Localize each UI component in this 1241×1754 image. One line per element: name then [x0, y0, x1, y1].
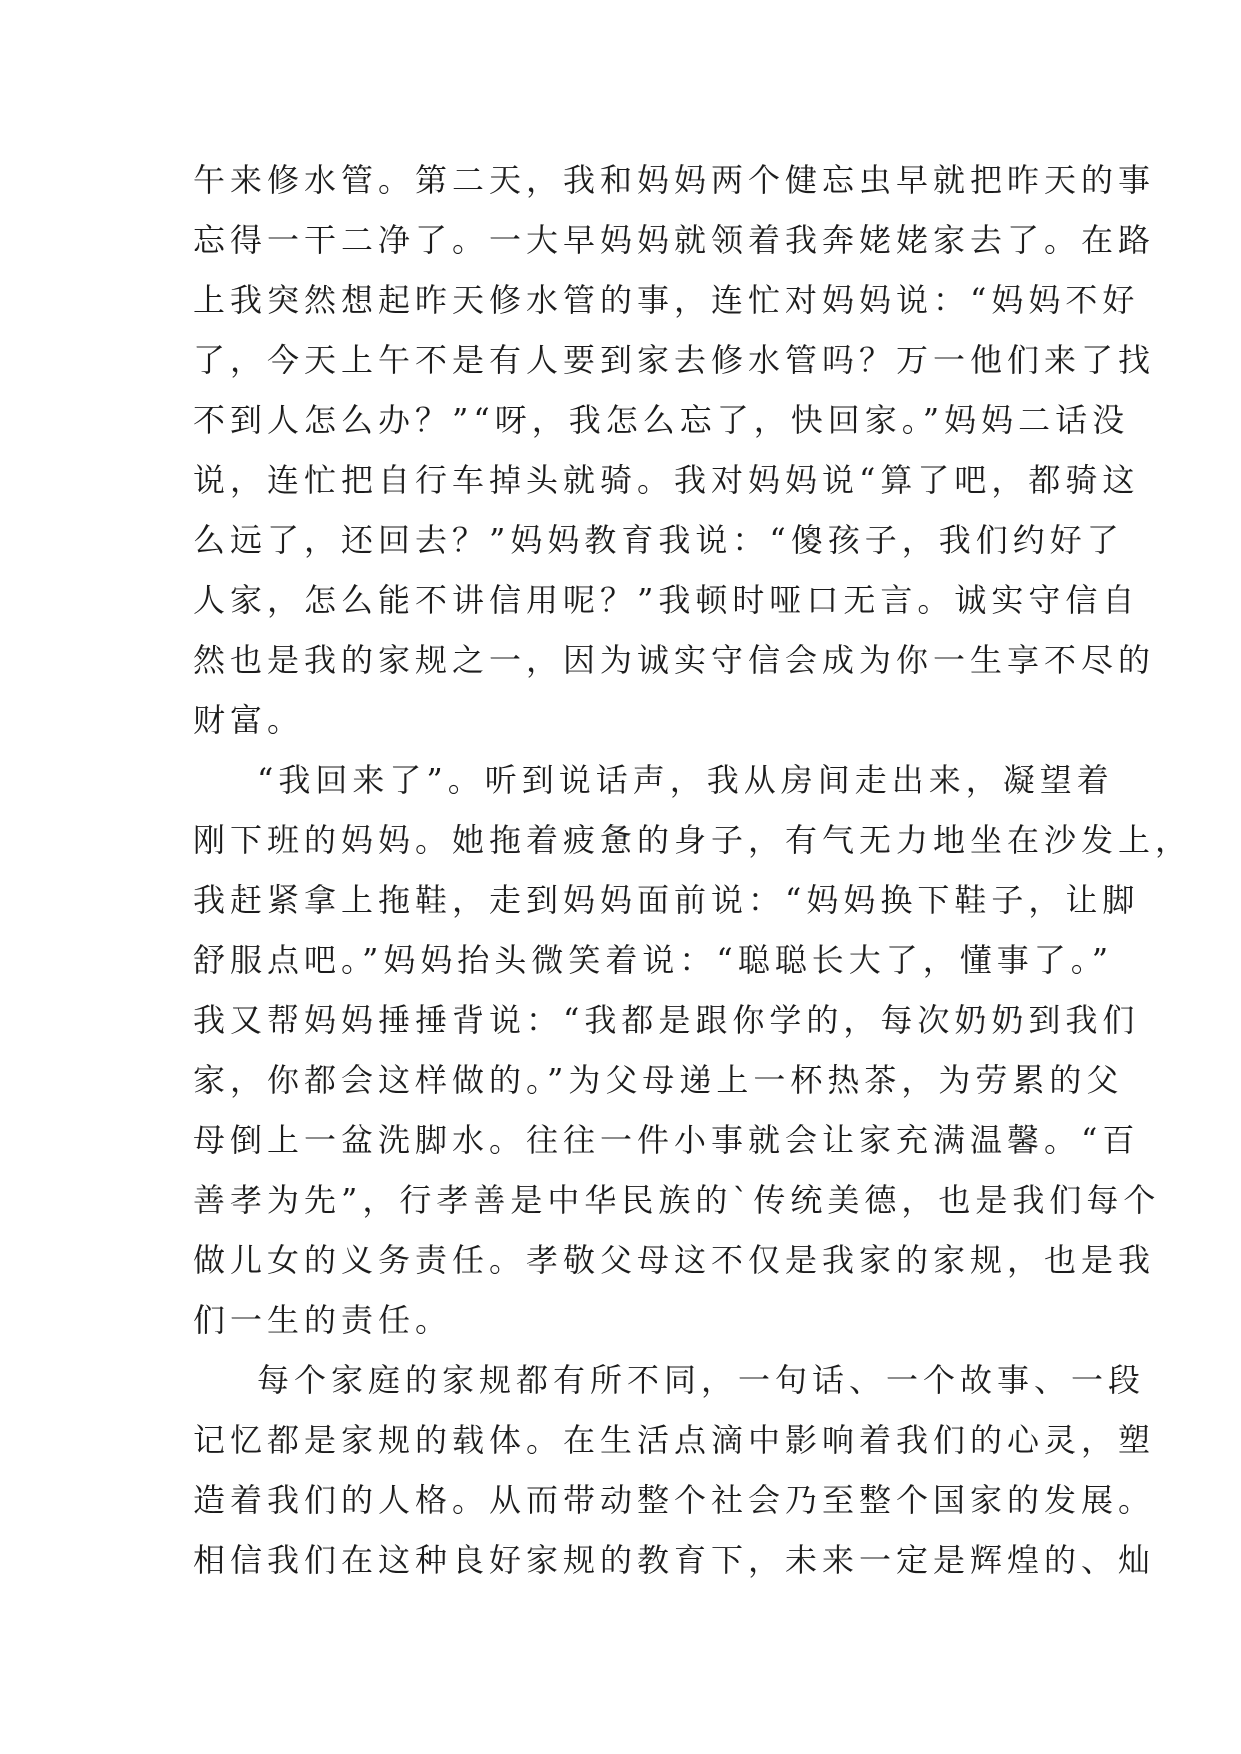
- text-line: 么远了，还回去？”妈妈教育我说：“傻孩子，我们约好了: [193, 521, 1124, 559]
- text-line: 做儿女的义务责任。孝敬父母这不仅是我家的家规，也是我: [193, 1241, 1156, 1279]
- text-line: 不到人怎么办？”“呀，我怎么忘了，快回家。”妈妈二话没: [193, 401, 1130, 439]
- text-line: 午来修水管。第二天，我和妈妈两个健忘虫早就把昨天的事: [193, 161, 1156, 199]
- text-line: 说，连忙把自行车掉头就骑。我对妈妈说“算了吧，都骑这: [193, 461, 1140, 499]
- text-line: 上我突然想起昨天修水管的事，连忙对妈妈说：“妈妈不好: [193, 281, 1140, 319]
- paragraph-start-line: 每个家庭的家规都有所不同，一句话、一个故事、一段: [257, 1361, 1146, 1399]
- text-line: 家，你都会这样做的。”为父母递上一杯热茶，为劳累的父: [193, 1061, 1124, 1099]
- text-line: 们一生的责任。: [193, 1301, 453, 1339]
- text-line: 然也是我的家规之一，因为诚实守信会成为你一生享不尽的: [193, 641, 1156, 679]
- text-line: 忘得一干二净了。一大早妈妈就领着我奔姥姥家去了。在路: [193, 221, 1156, 259]
- text-line: 相信我们在这种良好家规的教育下，未来一定是辉煌的、灿: [193, 1541, 1156, 1579]
- text-line: 了，今天上午不是有人要到家去修水管吗？万一他们来了找: [193, 341, 1156, 379]
- paragraph-start-line: “我回来了”。听到说话声，我从房间走出来，凝望着: [257, 761, 1114, 799]
- text-line: 记忆都是家规的载体。在生活点滴中影响着我们的心灵，塑: [193, 1421, 1156, 1459]
- text-line: 财富。: [193, 701, 305, 739]
- text-line: 人家，怎么能不讲信用呢？”我顿时哑口无言。诚实守信自: [193, 581, 1140, 619]
- text-line: 舒服点吧。”妈妈抬头微笑着说：“聪聪长大了，懂事了。”: [193, 941, 1114, 979]
- text-line: 我又帮妈妈捶捶背说：“我都是跟你学的，每次奶奶到我们: [193, 1001, 1140, 1039]
- text-line: 造着我们的人格。从而带动整个社会乃至整个国家的发展。: [193, 1481, 1156, 1519]
- essay-body: [193, 150, 1193, 1590]
- text-line: 刚下班的妈妈。她拖着疲惫的身子，有气无力地坐在沙发上，: [193, 821, 1193, 859]
- text-line: 善孝为先”，行孝善是中华民族的`传统美德，也是我们每个: [193, 1181, 1161, 1219]
- text-line: 母倒上一盆洗脚水。往往一件小事就会让家充满温馨。“百: [193, 1121, 1140, 1159]
- text-line: 我赶紧拿上拖鞋，走到妈妈面前说：“妈妈换下鞋子，让脚: [193, 881, 1140, 919]
